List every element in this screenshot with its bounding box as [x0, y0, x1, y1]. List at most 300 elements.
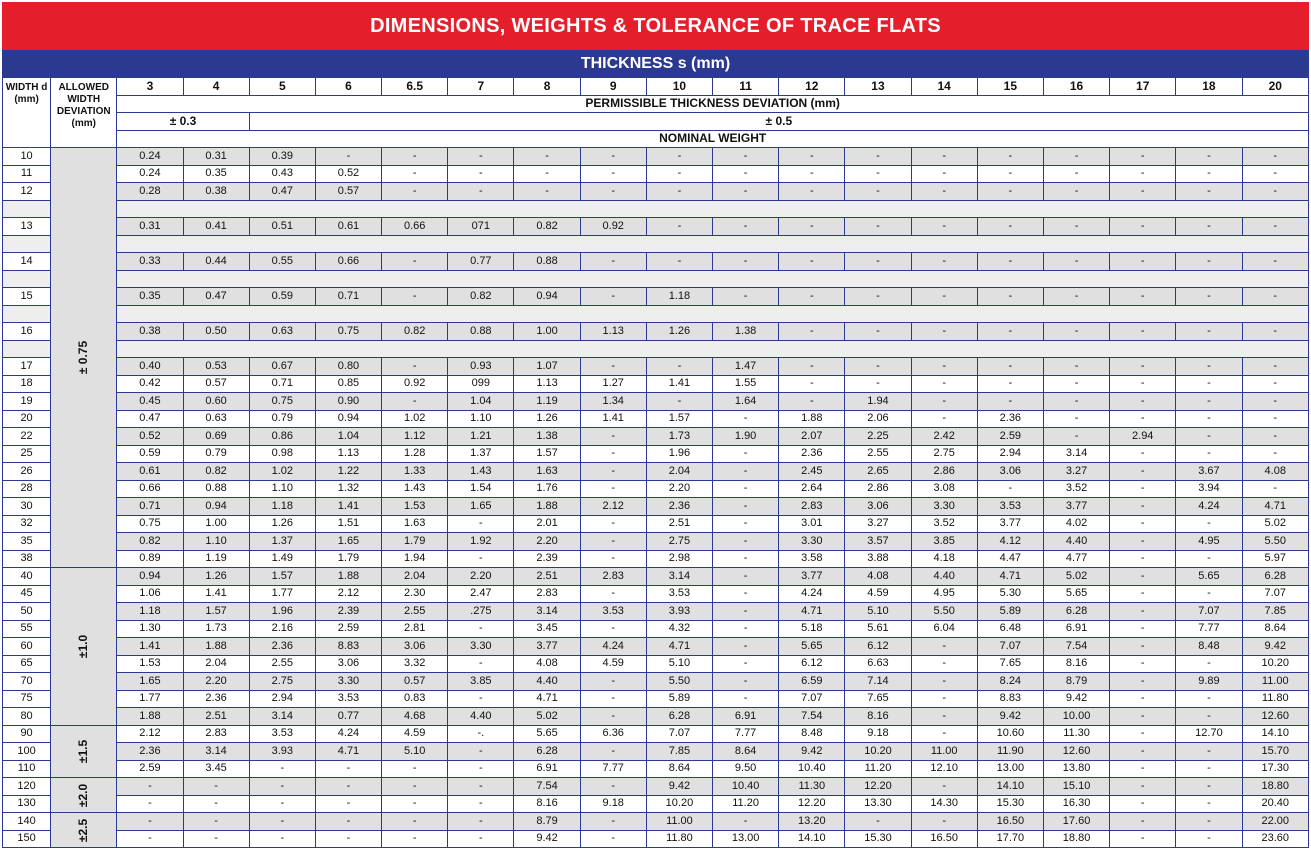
weight-cell: 1.57 — [183, 603, 249, 621]
deviation-group-label: ±2.0 — [76, 783, 91, 807]
weight-cell: - — [646, 253, 712, 271]
width-cell: 70 — [3, 673, 51, 691]
weight-cell: 2.20 — [514, 533, 580, 551]
weight-cell: 0.33 — [117, 253, 183, 271]
weight-cell: 23.60 — [1242, 830, 1308, 848]
weight-cell: - — [1110, 673, 1176, 691]
weight-cell: 3.14 — [646, 568, 712, 586]
weight-cell: 6.04 — [911, 620, 977, 638]
weight-cell: 4.32 — [646, 620, 712, 638]
thickness-col-4: 4 — [183, 78, 249, 96]
thickness-col-17: 17 — [1110, 78, 1176, 96]
weight-cell: - — [911, 288, 977, 306]
weight-cell: 3.06 — [845, 498, 911, 516]
weight-cell: 2.25 — [845, 428, 911, 446]
weight-cell: 12.10 — [911, 760, 977, 778]
weight-cell: - — [514, 148, 580, 166]
weight-cell: 1.06 — [117, 585, 183, 603]
weight-cell: - — [977, 375, 1043, 393]
weight-cell: 2.59 — [117, 760, 183, 778]
weight-cell: 1.33 — [382, 463, 448, 481]
weight-cell: 7.85 — [646, 743, 712, 761]
weight-cell: 0.31 — [117, 218, 183, 236]
weight-cell: - — [845, 288, 911, 306]
weight-cell: 10.40 — [713, 778, 779, 796]
width-cell: 14 — [3, 253, 51, 271]
weight-cell: - — [977, 323, 1043, 341]
weight-cell: - — [911, 410, 977, 428]
weight-cell: 16.50 — [977, 813, 1043, 831]
weight-cell: - — [580, 165, 646, 183]
weight-cell: 7.07 — [646, 725, 712, 743]
weight-cell: - — [382, 813, 448, 831]
weight-cell: 17.60 — [1043, 813, 1109, 831]
weight-cell: 9.42 — [977, 708, 1043, 726]
weight-cell: - — [713, 218, 779, 236]
thickness-col-10: 10 — [646, 78, 712, 96]
weight-cell: 5.10 — [646, 655, 712, 673]
weight-cell: 0.83 — [382, 690, 448, 708]
thickness-col-20: 20 — [1242, 78, 1308, 96]
width-cell: 50 — [3, 603, 51, 621]
table-row — [3, 830, 1309, 848]
weight-cell: 1.88 — [183, 638, 249, 656]
weight-cell: - — [117, 778, 183, 796]
weight-cell: 3.93 — [646, 603, 712, 621]
weight-cell: - — [845, 165, 911, 183]
weight-cell: 3.94 — [1176, 480, 1242, 498]
weight-cell: - — [779, 375, 845, 393]
weight-cell: 2.81 — [382, 620, 448, 638]
weight-cell: 1.63 — [514, 463, 580, 481]
weight-cell: 4.71 — [514, 690, 580, 708]
weight-cell: - — [646, 218, 712, 236]
weight-cell: 2.39 — [514, 550, 580, 568]
weight-cell: - — [1176, 445, 1242, 463]
weight-cell: 1.73 — [646, 428, 712, 446]
weight-cell: 1.57 — [646, 410, 712, 428]
table-row — [3, 410, 1309, 428]
weight-cell: 0.86 — [249, 428, 315, 446]
weight-cell: 10.00 — [1043, 708, 1109, 726]
weight-cell: - — [315, 148, 381, 166]
weight-cell: 0.63 — [183, 410, 249, 428]
weight-cell: - — [977, 218, 1043, 236]
weight-cell: 2.42 — [911, 428, 977, 446]
weight-cell: 1.96 — [249, 603, 315, 621]
weight-cell: 10.20 — [646, 795, 712, 813]
weight-cell: - — [713, 515, 779, 533]
table-row — [3, 743, 1309, 761]
weight-cell: - — [1043, 393, 1109, 411]
weight-cell: - — [315, 760, 381, 778]
weight-cell: 0.28 — [117, 183, 183, 201]
weight-cell: 2.07 — [779, 428, 845, 446]
weight-cell: 3.14 — [1043, 445, 1109, 463]
width-cell: 35 — [3, 533, 51, 551]
weight-cell: 9.18 — [580, 795, 646, 813]
weight-cell: - — [779, 165, 845, 183]
weight-cell: - — [713, 165, 779, 183]
weight-cell: 6.28 — [1242, 568, 1308, 586]
weight-cell: 1.51 — [315, 515, 381, 533]
weight-cell: 1.77 — [117, 690, 183, 708]
weight-cell: - — [117, 813, 183, 831]
weight-cell: - — [1176, 708, 1242, 726]
weight-cell: 0.94 — [183, 498, 249, 516]
width-cell: 13 — [3, 218, 51, 236]
width-cell — [3, 305, 51, 323]
weight-cell: 4.59 — [845, 585, 911, 603]
weight-cell: 3.93 — [249, 743, 315, 761]
weight-cell: 3.14 — [249, 708, 315, 726]
table-row — [3, 323, 1309, 341]
weight-cell: 4.24 — [1176, 498, 1242, 516]
width-cell: 18 — [3, 375, 51, 393]
weight-cell: 2.75 — [646, 533, 712, 551]
weight-cell: 8.16 — [845, 708, 911, 726]
weight-cell: - — [580, 830, 646, 848]
weight-cell: 3.06 — [977, 463, 1043, 481]
weight-cell: 5.61 — [845, 620, 911, 638]
weight-cell: 0.82 — [117, 533, 183, 551]
weight-cell: 18.80 — [1043, 830, 1109, 848]
weight-cell: - — [580, 743, 646, 761]
thickness-col-18: 18 — [1176, 78, 1242, 96]
width-cell: 28 — [3, 480, 51, 498]
weight-cell: - — [911, 165, 977, 183]
weight-cell: 0.59 — [249, 288, 315, 306]
weight-cell: 4.18 — [911, 550, 977, 568]
weight-cell: - — [580, 515, 646, 533]
weight-cell: 4.77 — [1043, 550, 1109, 568]
weight-cell: 4.08 — [845, 568, 911, 586]
weight-cell: 6.28 — [646, 708, 712, 726]
weight-cell: 7.77 — [1176, 620, 1242, 638]
weight-cell: 1.18 — [117, 603, 183, 621]
dimensions-table — [2, 77, 1309, 848]
weight-cell: 5.10 — [382, 743, 448, 761]
weight-cell: - — [1110, 410, 1176, 428]
weight-cell: 4.68 — [382, 708, 448, 726]
weight-cell: 1.30 — [117, 620, 183, 638]
weight-cell: - — [1176, 830, 1242, 848]
weight-cell: 1.34 — [580, 393, 646, 411]
spacer-cell — [117, 235, 1309, 253]
weight-cell: - — [1110, 183, 1176, 201]
weight-cell: 3.53 — [646, 585, 712, 603]
weight-cell: 1.07 — [514, 358, 580, 376]
width-cell — [3, 200, 51, 218]
weight-cell: 0.69 — [183, 428, 249, 446]
weight-cell: - — [1110, 830, 1176, 848]
weight-cell: 2.39 — [315, 603, 381, 621]
weight-cell: - — [249, 795, 315, 813]
weight-cell: - — [382, 778, 448, 796]
weight-cell: 8.64 — [646, 760, 712, 778]
weight-cell: - — [1176, 165, 1242, 183]
thickness-header: THICKNESS s (mm) — [2, 50, 1309, 77]
weight-cell: - — [249, 778, 315, 796]
weight-cell: 8.64 — [1242, 620, 1308, 638]
weight-cell: - — [1110, 708, 1176, 726]
weight-cell: - — [1176, 813, 1242, 831]
weight-cell: 3.53 — [977, 498, 1043, 516]
weight-cell: 22.00 — [1242, 813, 1308, 831]
weight-cell: 0.39 — [249, 148, 315, 166]
weight-cell: - — [977, 358, 1043, 376]
weight-cell: - — [713, 288, 779, 306]
weight-cell: 5.02 — [514, 708, 580, 726]
weight-cell: - — [1110, 498, 1176, 516]
weight-cell: - — [117, 795, 183, 813]
weight-cell: - — [117, 830, 183, 848]
weight-cell: - — [713, 690, 779, 708]
weight-cell: 0.60 — [183, 393, 249, 411]
weight-cell: - — [1242, 218, 1308, 236]
weight-cell: 1.00 — [514, 323, 580, 341]
weight-cell: 2.20 — [183, 673, 249, 691]
weight-cell: 1.02 — [382, 410, 448, 428]
weight-cell: 0.45 — [117, 393, 183, 411]
weight-cell: 1.64 — [713, 393, 779, 411]
weight-cell: 1.10 — [183, 533, 249, 551]
weight-cell: - — [1242, 288, 1308, 306]
weight-cell: 4.02 — [1043, 515, 1109, 533]
weight-cell: - — [1176, 323, 1242, 341]
weight-cell: 0.57 — [315, 183, 381, 201]
thickness-col-13: 13 — [845, 78, 911, 96]
weight-cell: - — [382, 148, 448, 166]
weight-cell: - — [1242, 480, 1308, 498]
weight-cell: 9.42 — [646, 778, 712, 796]
weight-cell: 5.89 — [646, 690, 712, 708]
weight-cell: - — [1242, 375, 1308, 393]
width-cell: 38 — [3, 550, 51, 568]
weight-cell: - — [1110, 165, 1176, 183]
weight-cell: 0.82 — [183, 463, 249, 481]
weight-cell: - — [382, 183, 448, 201]
weight-cell: - — [911, 148, 977, 166]
weight-cell: - — [1242, 148, 1308, 166]
width-cell: 60 — [3, 638, 51, 656]
weight-cell: 1.47 — [713, 358, 779, 376]
weight-cell: 0.24 — [117, 148, 183, 166]
weight-cell: 1.26 — [183, 568, 249, 586]
weight-cell: 3.77 — [977, 515, 1043, 533]
weight-cell: - — [580, 253, 646, 271]
weight-cell: 6.12 — [779, 655, 845, 673]
table-row — [3, 393, 1309, 411]
deviation-group-label: ± 0.75 — [76, 340, 91, 375]
weight-cell: - — [713, 463, 779, 481]
weight-cell: 2.55 — [249, 655, 315, 673]
weight-cell: 16.50 — [911, 830, 977, 848]
weight-cell: - — [779, 323, 845, 341]
weight-cell: 0.77 — [448, 253, 514, 271]
weight-cell: 1.54 — [448, 480, 514, 498]
weight-cell: 2.04 — [183, 655, 249, 673]
weight-cell: 9.42 — [514, 830, 580, 848]
weight-cell: 0.82 — [448, 288, 514, 306]
weight-cell: 12.60 — [1043, 743, 1109, 761]
weight-cell: - — [1176, 778, 1242, 796]
weight-cell: 4.59 — [580, 655, 646, 673]
weight-cell: 1.22 — [315, 463, 381, 481]
weight-cell: 1.26 — [646, 323, 712, 341]
weight-cell: 0.79 — [249, 410, 315, 428]
weight-cell: - — [448, 813, 514, 831]
weight-cell: 1.10 — [249, 480, 315, 498]
weight-cell: 5.65 — [514, 725, 580, 743]
table-row — [3, 375, 1309, 393]
weight-cell: 1.13 — [514, 375, 580, 393]
weight-cell: 0.66 — [382, 218, 448, 236]
weight-cell: 9.50 — [713, 760, 779, 778]
table-row — [3, 725, 1309, 743]
weight-cell: - — [646, 183, 712, 201]
weight-cell: - — [845, 813, 911, 831]
weight-cell: - — [646, 165, 712, 183]
table-spacer-row — [3, 200, 1309, 218]
table-row — [3, 428, 1309, 446]
weight-cell: - — [646, 148, 712, 166]
weight-cell: 4.08 — [514, 655, 580, 673]
weight-cell: 10.20 — [845, 743, 911, 761]
weight-cell: 1.55 — [713, 375, 779, 393]
weight-cell: 1.88 — [315, 568, 381, 586]
weight-cell: - — [1176, 743, 1242, 761]
weight-cell: 12.70 — [1176, 725, 1242, 743]
weight-cell: 1.65 — [448, 498, 514, 516]
weight-cell: - — [448, 830, 514, 848]
weight-cell: 17.30 — [1242, 760, 1308, 778]
weight-cell: - — [713, 480, 779, 498]
weight-cell: 4.40 — [448, 708, 514, 726]
weight-cell: 5.65 — [1176, 568, 1242, 586]
weight-cell: 0.71 — [117, 498, 183, 516]
weight-cell: 7.65 — [977, 655, 1043, 673]
weight-cell: 1.37 — [448, 445, 514, 463]
weight-cell: 1.10 — [448, 410, 514, 428]
weight-cell: - — [1176, 795, 1242, 813]
weight-cell: - — [382, 830, 448, 848]
weight-cell: - — [845, 148, 911, 166]
weight-cell: - — [580, 550, 646, 568]
weight-cell: 1.19 — [514, 393, 580, 411]
weight-cell: - — [845, 183, 911, 201]
weight-cell: - — [1242, 393, 1308, 411]
weight-cell: 0.77 — [315, 708, 381, 726]
width-cell: 80 — [3, 708, 51, 726]
weight-cell: 1.00 — [183, 515, 249, 533]
weight-cell: 1.21 — [448, 428, 514, 446]
weight-cell: - — [1043, 183, 1109, 201]
width-cell: 55 — [3, 620, 51, 638]
weight-cell: 1.18 — [249, 498, 315, 516]
weight-cell: 9.42 — [779, 743, 845, 761]
weight-cell: - — [183, 830, 249, 848]
weight-cell: 1.41 — [315, 498, 381, 516]
weight-cell: 6.63 — [845, 655, 911, 673]
weight-cell: 14.10 — [1242, 725, 1308, 743]
weight-cell: - — [580, 183, 646, 201]
table-row — [3, 533, 1309, 551]
weight-cell: - — [1176, 358, 1242, 376]
weight-cell: - — [1110, 515, 1176, 533]
weight-cell: 4.08 — [1242, 463, 1308, 481]
weight-cell: 1.41 — [117, 638, 183, 656]
weight-cell: 8.16 — [514, 795, 580, 813]
weight-cell: - — [580, 708, 646, 726]
weight-cell: 15.30 — [845, 830, 911, 848]
weight-cell: 0.94 — [117, 568, 183, 586]
weight-cell: 3.01 — [779, 515, 845, 533]
thickness-col-14: 14 — [911, 78, 977, 96]
weight-cell: 13.00 — [713, 830, 779, 848]
weight-cell: 2.20 — [448, 568, 514, 586]
weight-cell: - — [1242, 428, 1308, 446]
weight-cell: 0.38 — [117, 323, 183, 341]
weight-cell: 0.52 — [117, 428, 183, 446]
weight-cell: 1.92 — [448, 533, 514, 551]
weight-cell: 11.00 — [911, 743, 977, 761]
weight-cell: 0.85 — [315, 375, 381, 393]
weight-cell: - — [1110, 358, 1176, 376]
weight-cell: - — [646, 358, 712, 376]
weight-cell: 1.63 — [382, 515, 448, 533]
table-row — [3, 515, 1309, 533]
weight-cell: - — [448, 743, 514, 761]
weight-cell: 7.07 — [1176, 603, 1242, 621]
weight-cell: 4.71 — [977, 568, 1043, 586]
weight-cell: 0.55 — [249, 253, 315, 271]
weight-cell: 3.53 — [249, 725, 315, 743]
weight-cell: 2.86 — [911, 463, 977, 481]
weight-cell: 0.44 — [183, 253, 249, 271]
weight-cell: - — [1176, 690, 1242, 708]
weight-cell: 1.12 — [382, 428, 448, 446]
weight-cell: 13.00 — [977, 760, 1043, 778]
width-header: WIDTH d (mm) — [3, 78, 51, 148]
weight-cell: 6.91 — [713, 708, 779, 726]
weight-cell: - — [713, 673, 779, 691]
weight-cell: 4.24 — [779, 585, 845, 603]
deviation-group-label: ±2.5 — [76, 818, 91, 842]
deviation-group-label: ±1.0 — [76, 634, 91, 658]
weight-cell: 0.82 — [382, 323, 448, 341]
weight-cell: - — [977, 288, 1043, 306]
weight-cell: - — [448, 515, 514, 533]
weight-cell: 4.71 — [646, 638, 712, 656]
weight-cell: - — [911, 690, 977, 708]
weight-cell: - — [911, 725, 977, 743]
weight-cell: 2.75 — [911, 445, 977, 463]
weight-cell: - — [448, 183, 514, 201]
weight-cell: - — [1176, 375, 1242, 393]
table-row — [3, 498, 1309, 516]
weight-cell: 1.37 — [249, 533, 315, 551]
table-row — [3, 148, 1309, 166]
weight-cell: 2.30 — [382, 585, 448, 603]
weight-cell: - — [382, 288, 448, 306]
table-row — [3, 638, 1309, 656]
weight-cell: 7.54 — [514, 778, 580, 796]
weight-cell: - — [1242, 410, 1308, 428]
table-row — [3, 760, 1309, 778]
weight-cell: 3.30 — [911, 498, 977, 516]
weight-cell: 3.30 — [448, 638, 514, 656]
